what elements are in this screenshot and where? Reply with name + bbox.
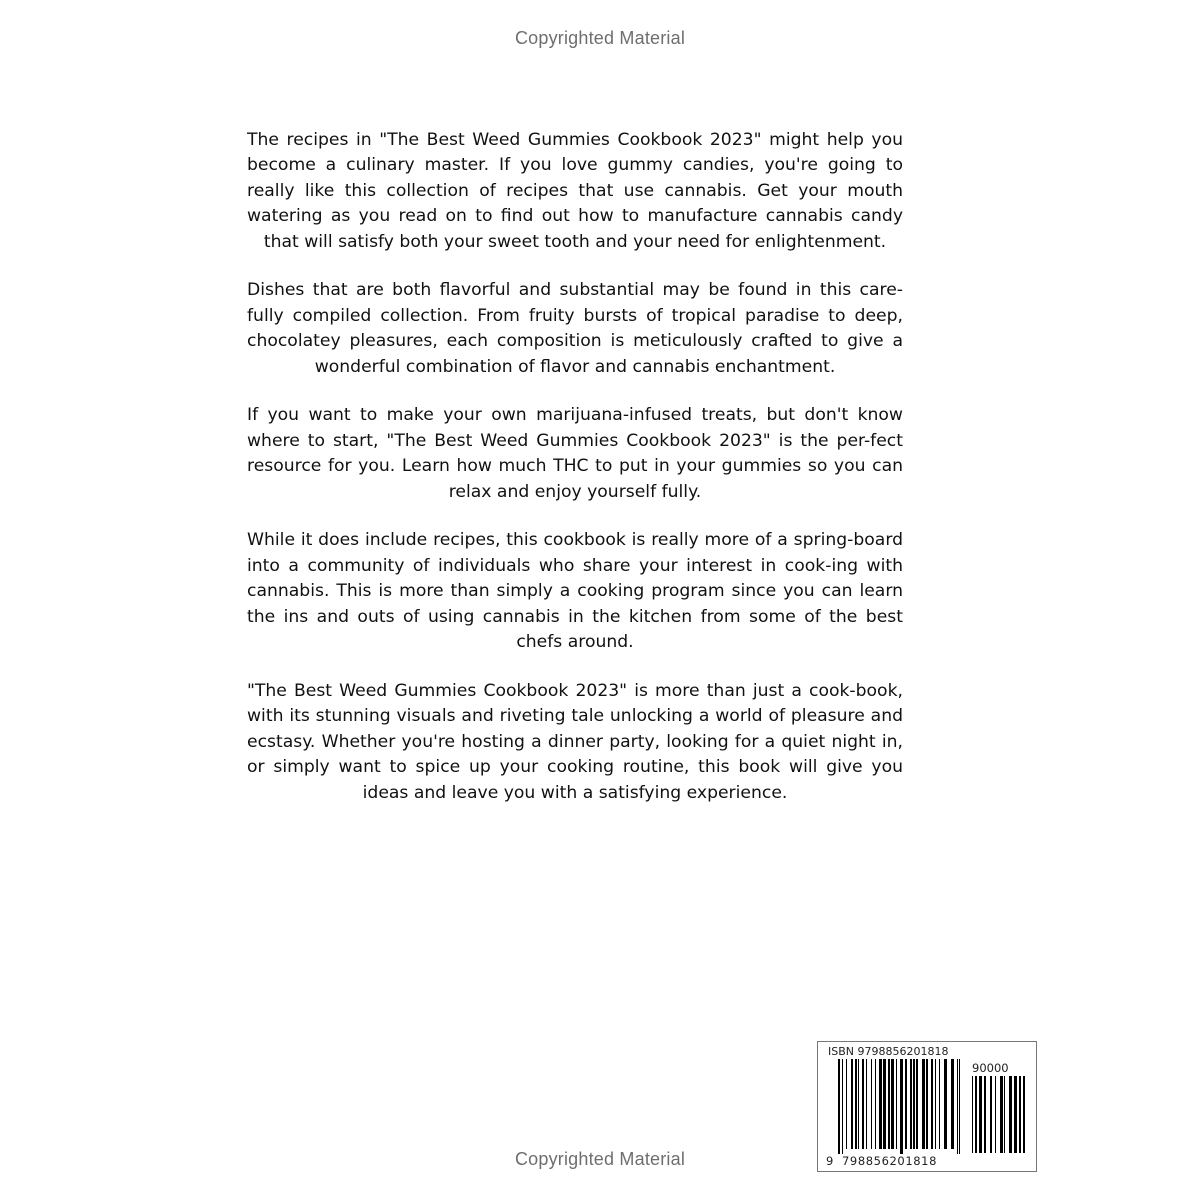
- barcode-bar: [846, 1059, 847, 1149]
- barcode-lead-digit: 9: [826, 1154, 834, 1168]
- barcode-bar: [951, 1059, 954, 1149]
- barcode-bar: [900, 1059, 903, 1154]
- barcode-bar: [896, 1059, 897, 1149]
- barcode-bar: [944, 1059, 947, 1149]
- barcode-bar: [990, 1076, 992, 1153]
- book-description: [247, 128, 903, 806]
- barcode-bar: [1004, 1076, 1005, 1153]
- barcode-bar: [891, 1059, 894, 1149]
- barcode-bar: [1014, 1076, 1017, 1153]
- barcode-bar: [855, 1059, 857, 1149]
- barcode-bar: [1019, 1076, 1021, 1153]
- barcode-bar: [871, 1059, 872, 1149]
- barcode-bar: [959, 1059, 960, 1154]
- barcode-bar: [842, 1059, 843, 1154]
- barcode-bar: [875, 1059, 876, 1149]
- barcode-bar: [935, 1059, 936, 1149]
- description-paragraph-3: If you want to make your own marijuana-infused treats, but don't know where to start, "The Best Weed Gummies Cookbook 2023" is the per-fect resource for you. Learn how much THC to put in your gummies so you can relax and enjoy yourself fully.: [247, 405, 903, 502]
- isbn-label: ISBN 9798856201818: [828, 1045, 949, 1058]
- barcode-bar: [888, 1059, 890, 1149]
- barcode-bar: [883, 1059, 886, 1149]
- barcode-bar: [910, 1059, 912, 1149]
- barcode-bar: [851, 1059, 853, 1149]
- description-paragraph-2: Dishes that are both flavorful and substantial may be found in this care-fully compiled collection. From fruity bursts of tropical paradise to deep, chocolatey pleasures, each composition is meticulously crafted to give a wonderful combination of flavor and cannabis enchantment.: [247, 280, 903, 377]
- barcode-bar: [866, 1059, 867, 1149]
- barcode-bar: [979, 1076, 982, 1153]
- barcode-bar: [858, 1059, 859, 1149]
- copyright-watermark-bottom: Copyrighted Material: [514, 1149, 686, 1169]
- barcode-bar: [972, 1076, 973, 1153]
- barcode-bar: [916, 1059, 918, 1149]
- barcode-bar: [931, 1059, 933, 1149]
- barcode-bar: [926, 1059, 928, 1149]
- barcode-bar: [862, 1059, 864, 1149]
- barcode-bar: [905, 1059, 907, 1149]
- barcode-bar: [913, 1059, 915, 1149]
- barcode-bar: [879, 1059, 882, 1149]
- barcode-bar: [957, 1059, 958, 1154]
- barcode-bar: [1009, 1076, 1012, 1153]
- barcode-addon-label: 90000: [972, 1061, 1009, 1075]
- barcode-bar: [995, 1076, 996, 1153]
- barcode-bar: [1000, 1076, 1003, 1153]
- barcode-bar: [939, 1059, 940, 1149]
- barcode-bar: [922, 1059, 925, 1149]
- copyright-watermark-top: Copyrighted Material: [514, 28, 686, 48]
- barcode-bar: [975, 1076, 977, 1153]
- barcode-bar: [1023, 1076, 1025, 1153]
- description-paragraph-5: "The Best Weed Gummies Cookbook 2023" is more than just a cook-book, with its stunning visuals and riveting tale unlocking a world of pleasure and ecstasy. Whether you're hosting a dinner party, looking for a quiet night in, or simply want to spice up your cooking routine, this book will give you ideas and leave you with a satisfying experience.: [247, 680, 903, 803]
- description-paragraph-1: The recipes in "The Best Weed Gummies Cookbook 2023" might help you become a culinary master. If you love gummy candies, you're going to really like this collection of recipes that use cannabis. Get your mouth watering as you read on to find out how to manufacture cannabis candy that will satisfy both your sweet tooth and your need for enlightenment.: [247, 130, 903, 252]
- barcode-digits: 798856201818: [842, 1154, 937, 1168]
- description-paragraph-4: While it does include recipes, this cookbook is really more of a spring-board into a community of individuals who share your interest in cook-ing with cannabis. This is more than simply a cooking program since you can learn the ins and outs of using cannabis in the kitchen from some of the best chefs around.: [247, 530, 903, 653]
- barcode-bar: [838, 1059, 840, 1154]
- barcode-bar: [984, 1076, 986, 1153]
